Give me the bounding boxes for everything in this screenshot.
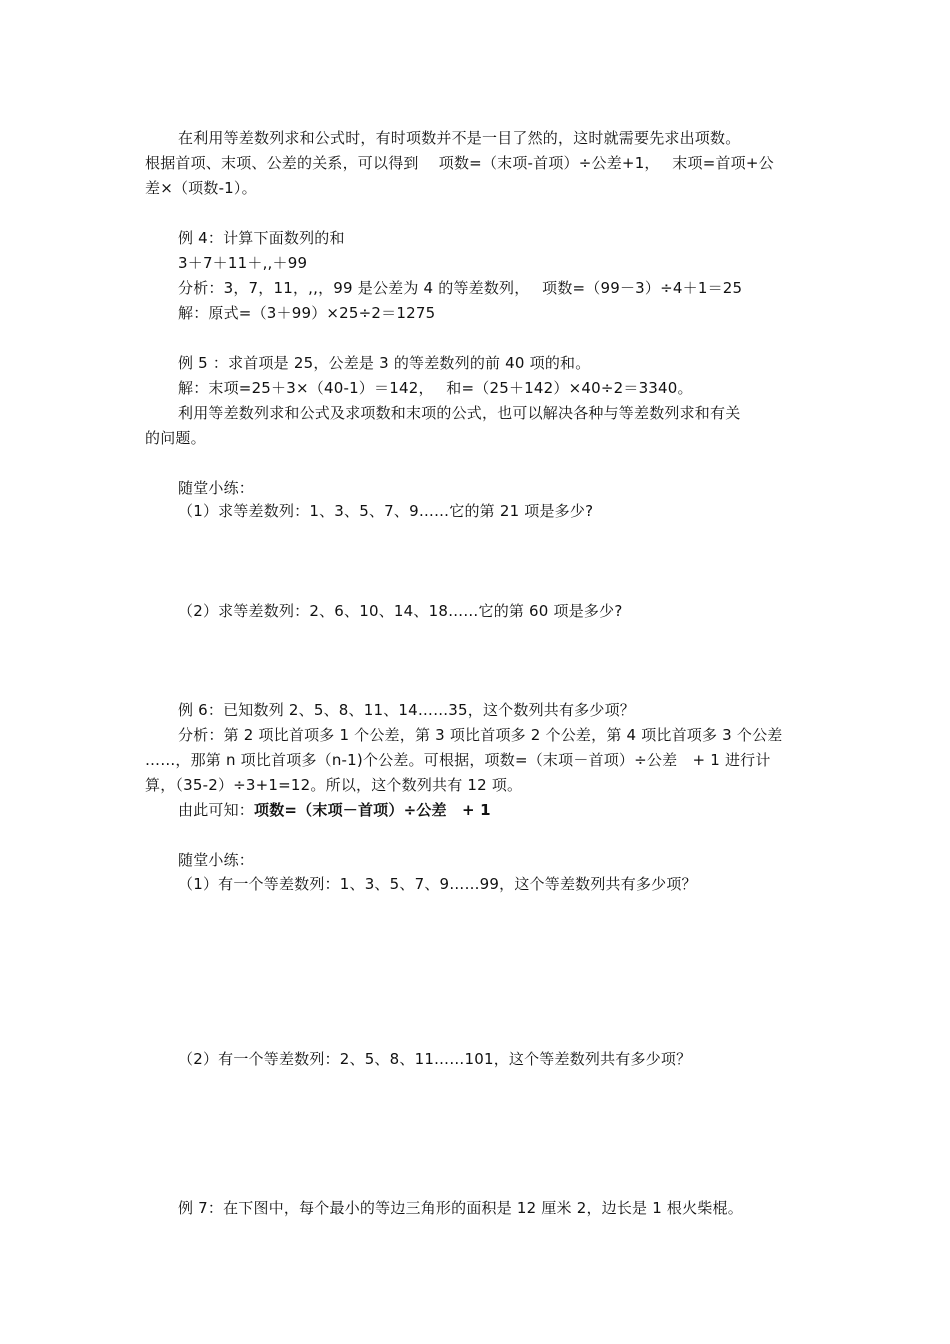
example-7-title: 例 7：在下图中，每个最小的等边三角形的面积是 12 厘米 2，边长是 1 根火柴棍。 (178, 1199, 743, 1217)
practice-2-title: 随堂小练： (178, 851, 255, 869)
practice-1-question-1: （1）求等差数列：1、3、5、7、9……它的第 21 项是多少? (178, 502, 594, 520)
example-6-title: 例 6：已知数列 2、5、8、11、14……35，这个数列共有多少项？ (178, 701, 635, 719)
example-4-expression: 3＋7＋11＋,,＋99 (178, 254, 308, 272)
example-5-note-line-2: 的问题。 (145, 429, 206, 447)
example-4-title: 例 4：计算下面数列的和 (178, 229, 345, 247)
example-6-analysis-line-2: ……，那第 n 项比首项多（n-1)个公差。可根据，项数=（末项－首项）÷公差 + 1 进行计 (145, 751, 771, 769)
intro-line-1: 在利用等差数列求和公式时，有时项数并不是一目了然的，这时就需要先求出项数。 (178, 129, 741, 147)
example-4-analysis: 分析：3，7，11，,,，99 是公差为 4 的等差数列， 项数=（99－3）÷4＋1＝25 (178, 279, 743, 297)
example-5-title: 例 5 ：求首项是 25，公差是 3 的等差数列的前 40 项的和。 (178, 354, 591, 372)
intro-line-3: 差×（项数-1）。 (145, 179, 257, 197)
example-6-analysis-line-1: 分析：第 2 项比首项多 1 个公差，第 3 项比首项多 2 个公差，第 4 项比首项多 3 个公差 (178, 726, 783, 744)
intro-line-2: 根据首项、末项、公差的关系，可以得到 项数=（末项-首项）÷公差+1， 末项=首项+公 (145, 154, 774, 172)
example-6-analysis-line-3: 算，（35-2）÷3+1=12。所以，这个数列共有 12 项。 (145, 776, 523, 794)
practice-1-title: 随堂小练： (178, 479, 255, 497)
example-6-conclusion-formula: 项数=（末项－首项）÷公差 + 1 (254, 801, 491, 819)
example-4-solution: 解：原式=（3＋99）×25÷2＝1275 (178, 304, 436, 322)
example-6-conclusion (178, 801, 491, 819)
example-5-solution: 解：末项=25＋3×（40-1）＝142， 和=（25＋142）×40÷2＝3340。 (178, 379, 693, 397)
practice-2-question-2: （2）有一个等差数列：2、5、8、11……101，这个等差数列共有多少项？ (178, 1050, 692, 1068)
example-6-conclusion-prefix: 由此可知： (178, 801, 255, 819)
example-5-note-line-1: 利用等差数列求和公式及求项数和末项的公式，也可以解决各种与等差数列求和有关 (178, 404, 741, 422)
practice-1-question-2: （2）求等差数列：2、6、10、14、18……它的第 60 项是多少? (178, 602, 623, 620)
practice-2-question-1: （1）有一个等差数列：1、3、5、7、9……99，这个等差数列共有多少项？ (178, 875, 697, 893)
